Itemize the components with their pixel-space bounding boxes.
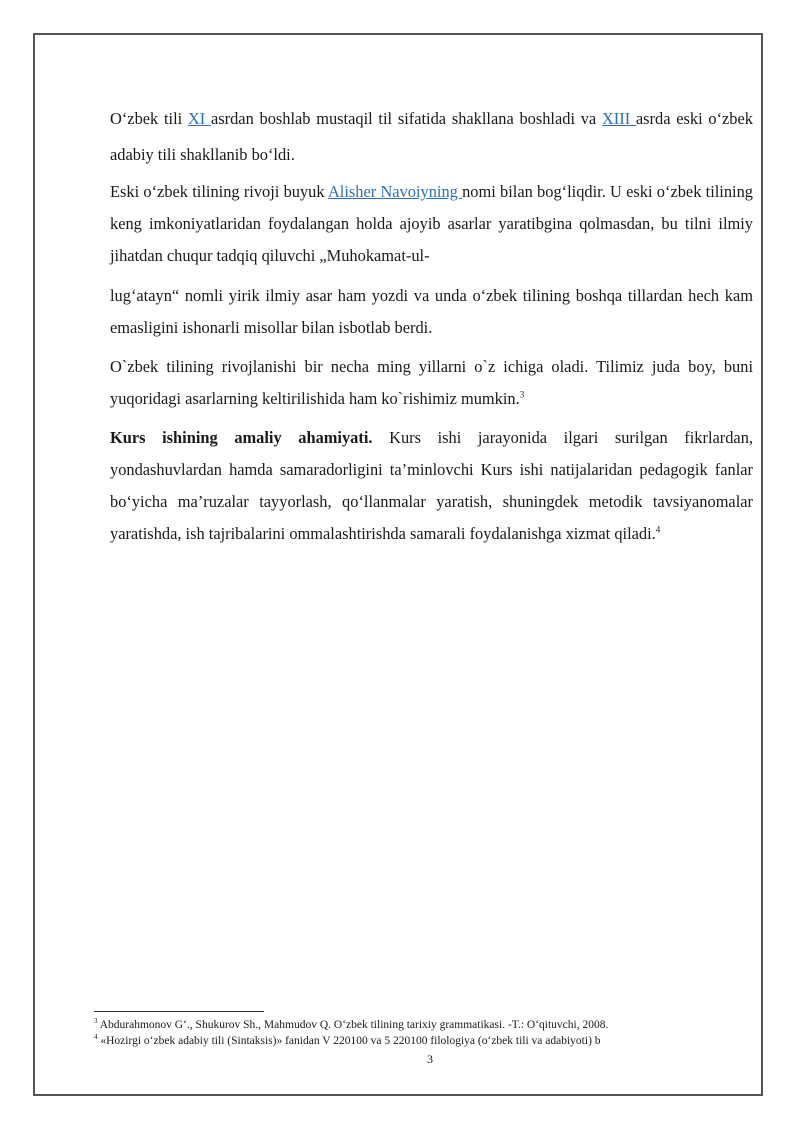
text-run: Kurs ishi jarayonida ilgari surilgan fikrlardan, yondashuvlardan hamda samaradorligini ta’minlovchi Kurs ishi natijalaridan pedagogik fanlar bo‘yicha ma’ruzalar tayyorlash, qo‘llanmalar yaratish, shuningdek metodik tavsiyanomalar yaratishda, ish tajribalarini ommalashtirishda samarali foydalanishga xizmat qiladi. [110,428,753,543]
text-run: O‘zbek tili [110,109,188,128]
footnote-text: «Hozirgi o‘zbek adabiy tili (Sintaksis)» fanidan V 220100 va 5 220100 filologiya (o‘zbek tili va adabiyoti) b [97,1035,601,1047]
footnote-3 [94,1017,754,1033]
paragraph-4 [110,422,753,550]
footnote-ref-3[interactable]: 3 [519,389,525,400]
body-text [110,101,753,550]
footnote-4 [94,1033,754,1049]
link-alisher-navoiy[interactable]: Alisher Navoiyning [327,182,463,201]
page-number: 3 [427,1052,433,1066]
text-run: nomi bilan bog‘liqdir. U eski o‘zbek tilining keng imkoniyatlaridan foydalangan holda ajoyib asarlar yaratibgina qolmasdan, bu tilni ilmiy jihatdan chuqur tadqiq qiluvchi „Muhokamat-ul- [110,182,753,265]
paragraph-1 [110,101,753,173]
paragraph-2-continued: lug‘atayn“ nomli yirik ilmiy asar ham yozdi va unda o‘zbek tilining boshqa tillardan hech kam emasligini ishonarli misollar bilan isbotlab berdi. [110,286,753,337]
text-run: O`zbek tilining rivojlanishi bir necha ming yillarni o`z ichiga oladi. Tilimiz juda boy, buni yuqoridagi asarlarning keltirilishida ham ko`rishimiz mumkin. [110,357,753,408]
paragraph-3 [110,351,753,415]
text-run: Eski o‘zbek tilining rivoji buyuk [110,182,328,201]
paragraph-2 [110,176,753,272]
text-run: asrdan boshlab mustaqil til sifatida shakllana boshladi va [210,109,602,128]
footnotes [94,1017,754,1049]
section-heading: Kurs ishining amaliy ahamiyati. [110,428,373,447]
footnote-number: 3 [94,1017,98,1026]
footnote-text: Abdurahmonov G‘., Shukurov Sh., Mahmudov Q. O‘zbek tilining tarixiy grammatikasi. -T.: O‘qituvchi, 2008. [97,1019,609,1031]
footnote-separator [94,1011,264,1012]
footnote-ref-4[interactable]: 4 [655,524,661,535]
link-xiii[interactable]: XIII [601,109,636,128]
link-xi[interactable]: XI [187,109,211,128]
text-run: asrda eski o‘zbek adabiy tili shakllanib bo‘ldi. [110,109,753,164]
footnote-number: 4 [94,1033,98,1042]
